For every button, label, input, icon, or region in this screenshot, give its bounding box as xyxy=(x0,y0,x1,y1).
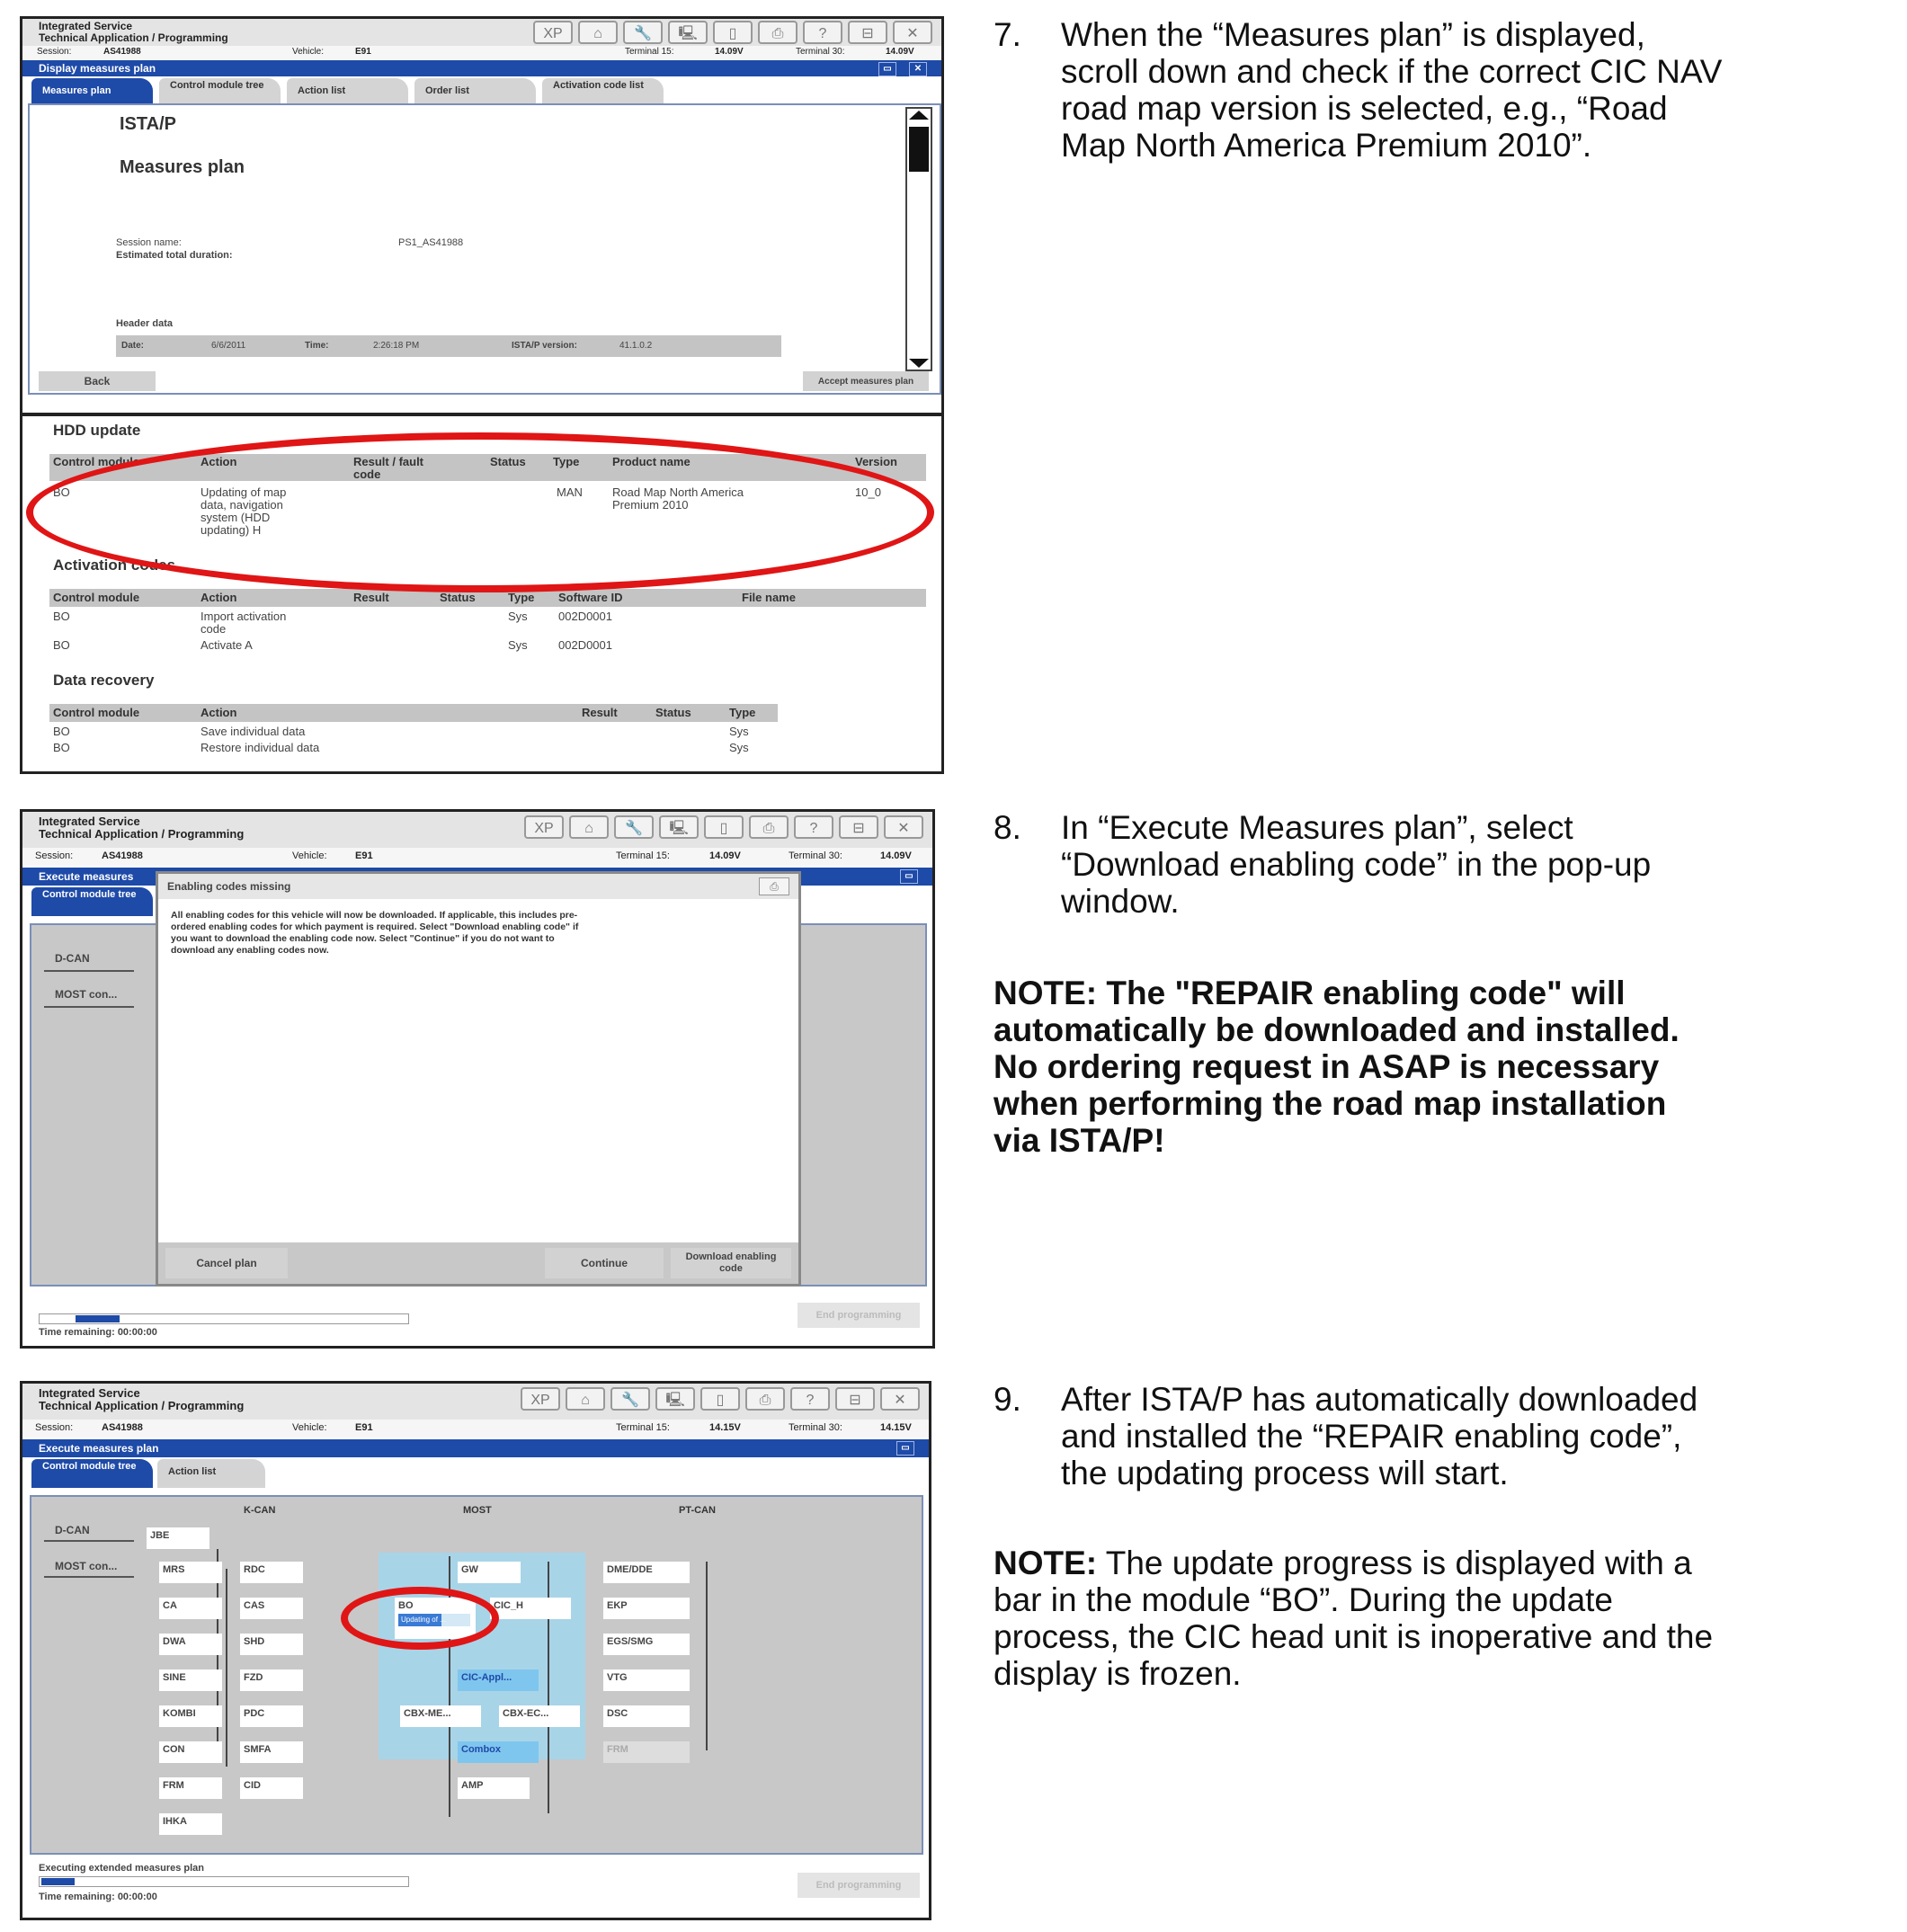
wrench-icon[interactable]: 🔧 xyxy=(610,1387,650,1411)
module-cid[interactable]: CID xyxy=(240,1777,303,1799)
print-icon[interactable]: ⎙ xyxy=(758,21,798,44)
terminal15-value: 14.09V xyxy=(715,47,744,57)
window-close-icon[interactable]: ✕ xyxy=(909,62,927,76)
tab-measures-plan[interactable]: Measures plan xyxy=(31,78,153,103)
end-programming-button[interactable]: End programming xyxy=(798,1303,920,1328)
session-info-bar: Session: AS41988 Vehicle: E91 Terminal 15: 14.09V Terminal 30: 14.09V xyxy=(22,848,932,866)
home-icon[interactable]: ⌂ xyxy=(566,1387,605,1411)
module-frm[interactable]: FRM xyxy=(159,1777,222,1799)
monitor-icon[interactable]: 🖳 xyxy=(655,1387,695,1411)
session-value: AS41988 xyxy=(103,47,141,57)
step-9-text: After ISTA/P has automatically downloaded and installed the “REPAIR enabling code”, the updating process will start. xyxy=(1061,1381,1698,1491)
module-cas[interactable]: CAS xyxy=(240,1598,303,1619)
close-icon[interactable]: ✕ xyxy=(884,815,923,839)
time-label: Time: xyxy=(305,341,329,351)
toolbar xyxy=(524,815,923,839)
date-label: Date: xyxy=(121,341,145,351)
module-bo-label: BO xyxy=(398,1600,414,1611)
tab-action-list[interactable]: Action list xyxy=(287,78,408,103)
tab-activation-code-list[interactable]: Activation code list xyxy=(542,78,664,103)
toolbar xyxy=(521,1387,920,1411)
window-title-bar xyxy=(22,60,941,76)
blank-icon[interactable]: ▯ xyxy=(700,1387,740,1411)
blank-icon[interactable]: ▯ xyxy=(704,815,744,839)
measures-plan-panel xyxy=(28,103,941,395)
time-value: 2:26:18 PM xyxy=(373,341,420,351)
step-8-text: In “Execute Measures plan”, select “Download enabling code” in the pop-up window. xyxy=(1061,809,1652,920)
module-tree-panel xyxy=(30,1495,923,1855)
hdd-update-title: HDD update xyxy=(53,422,141,439)
screenshot-module-tree-updating xyxy=(20,1381,931,1920)
window-title: Display measures plan xyxy=(39,62,156,75)
page-app-title: ISTA/P xyxy=(120,114,176,134)
step-8-number: 8. xyxy=(994,809,1021,846)
tab-order-list[interactable]: Order list xyxy=(414,78,536,103)
module-ekp[interactable]: EKP xyxy=(603,1598,690,1619)
screenshot-measures-plan: Integrated Service Technical Application / Programming XP ⌂ 🔧 🖳 ▯ ⎙ ? ⊟ ✕ Session: AS41988 Vehicle: E91 Terminal 15: 14.09V Terminal 30: 14.09V Display measures plan ▭ ✕ Measures plan Control module tree Action list Order list Activation code list ISTA/P Measures plan Session name: PS1_AS41988 Estimated total duration: Header data Date: 6/6/2011 Time: 2:26:18 PM ISTA/P version: 41.1.0.2 Back Accept measures plan HDD update Control module Action Result / fault code Status Type Product name Version BO Updating of map data, navigation system (HDD updating) H MAN Road Map North America Premium 2010 10_0 Activation codes Control module Action Result Status Type Software ID File name BO Import activation code Sys 002D0001 BO Activate A Sys 002D0001 Data recovery Control module Action Result Status Type BO Save individual data Sys BO Restore individual data Sys xyxy=(20,16,944,774)
module-cic-appl[interactable]: CIC-Appl... xyxy=(458,1669,539,1691)
vehicle-value: E91 xyxy=(355,47,371,57)
time-remaining: Time remaining: 00:00:00 xyxy=(39,1327,157,1338)
xp-icon[interactable]: XP xyxy=(533,21,573,44)
wrench-icon[interactable]: 🔧 xyxy=(623,21,663,44)
module-egs-smg[interactable]: EGS/SMG xyxy=(603,1634,690,1655)
side-item-most[interactable]: MOST con... xyxy=(55,988,118,1001)
updating-label: Updating of ... xyxy=(401,1616,446,1624)
xp-icon[interactable]: XP xyxy=(521,1387,560,1411)
terminal30-value: 14.09V xyxy=(886,47,914,57)
app-titlebar xyxy=(22,812,932,848)
wrench-icon[interactable]: 🔧 xyxy=(614,815,654,839)
side-item-most[interactable]: MOST con... xyxy=(55,1560,118,1572)
module-dme-dde[interactable]: DME/DDE xyxy=(603,1562,690,1583)
hdd-product-name: Road Map North America Premium 2010 xyxy=(612,485,744,512)
restore-icon[interactable]: ▭ xyxy=(900,869,918,884)
module-vtg[interactable]: VTG xyxy=(603,1669,690,1691)
minimize-icon[interactable]: ⊟ xyxy=(835,1387,875,1411)
bus-label-k-can: K-CAN xyxy=(244,1505,276,1516)
most-bus-panel xyxy=(379,1553,585,1759)
tab-control-module-tree[interactable]: Control module tree xyxy=(31,887,153,916)
window-title-bar xyxy=(22,1439,929,1457)
step-7-number: 7. xyxy=(994,16,1021,53)
bus-label-pt-can: PT-CAN xyxy=(679,1505,716,1516)
app-title: Integrated Service Technical Application / Programming xyxy=(39,815,245,841)
popup-print-icon[interactable]: ⎙ xyxy=(759,877,789,895)
module-dsc[interactable]: DSC xyxy=(603,1705,690,1727)
app-titlebar xyxy=(22,1384,929,1420)
app-title: Integrated Service Technical Application / Programming xyxy=(39,1386,245,1412)
cancel-plan-button[interactable]: Cancel plan xyxy=(165,1248,288,1278)
recovery-table-header: Control module Action Result Status Type xyxy=(49,704,778,722)
tab-control-module-tree[interactable]: Control module tree xyxy=(159,78,281,103)
side-item-d-can[interactable]: D-CAN xyxy=(55,1524,90,1536)
module-cbx-ec[interactable]: CBX-EC... xyxy=(499,1705,580,1727)
continue-button[interactable]: Continue xyxy=(545,1248,664,1278)
activation-table-header: Control module Action Result Status Type Software ID File name xyxy=(49,589,926,607)
note-9 xyxy=(994,1545,1713,1692)
blank-icon[interactable]: ▯ xyxy=(713,21,753,44)
note-8: NOTE: The "REPAIR enabling code" will automatically be downloaded and installed. No ordering request in ASAP is necessary when performing the road map installation via ISTA/P! xyxy=(994,975,1680,1159)
session-name-label: Session name: xyxy=(116,237,182,248)
note-9-label: NOTE: xyxy=(994,1545,1098,1581)
status-text: Executing extended measures plan xyxy=(39,1863,205,1874)
accept-measures-plan-button[interactable]: Accept measures plan xyxy=(803,371,929,391)
print-icon[interactable]: ⎙ xyxy=(749,815,789,839)
terminal30-label: Terminal 30: xyxy=(796,47,845,57)
version-label: ISTA/P version: xyxy=(512,341,577,351)
window-title: Execute measures xyxy=(39,870,134,883)
scroll-thumb[interactable] xyxy=(909,127,929,172)
terminal15-label: Terminal 15: xyxy=(625,47,674,57)
module-cic-h[interactable]: CIC_H xyxy=(490,1598,571,1619)
divider xyxy=(22,413,941,416)
red-highlight-oval xyxy=(26,432,934,592)
module-mrs[interactable]: MRS xyxy=(159,1562,222,1583)
module-jbe[interactable]: JBE xyxy=(147,1527,209,1549)
window-title: Execute measures plan xyxy=(39,1442,159,1455)
help-icon[interactable]: ? xyxy=(803,21,842,44)
home-icon[interactable]: ⌂ xyxy=(578,21,618,44)
print-icon[interactable]: ⎙ xyxy=(745,1387,785,1411)
module-con[interactable]: CON xyxy=(159,1741,222,1763)
date-value: 6/6/2011 xyxy=(211,341,246,351)
header-data-label: Header data xyxy=(116,318,173,329)
red-highlight-oval xyxy=(341,1587,499,1650)
hdd-module: BO xyxy=(53,485,70,499)
toolbar xyxy=(533,21,932,44)
restore-icon[interactable]: ▭ xyxy=(878,62,896,76)
session-info-bar: Session: AS41988 Vehicle: E91 Terminal 15: 14.15V Terminal 30: 14.15V xyxy=(22,1420,929,1438)
hdd-version: 10_0 xyxy=(855,485,881,499)
minimize-icon[interactable]: ⊟ xyxy=(839,815,878,839)
page-title: Measures plan xyxy=(120,157,245,177)
minimize-icon[interactable]: ⊟ xyxy=(848,21,887,44)
side-item-d-can[interactable]: D-CAN xyxy=(55,952,90,965)
module-ca[interactable]: CA xyxy=(159,1598,222,1619)
home-icon[interactable]: ⌂ xyxy=(569,815,609,839)
hdd-type: MAN xyxy=(557,485,583,499)
screenshot-enabling-codes-popup xyxy=(20,809,935,1349)
module-rdc[interactable]: RDC xyxy=(240,1562,303,1583)
help-icon[interactable]: ? xyxy=(790,1387,830,1411)
progress-bar xyxy=(39,1876,409,1887)
xp-icon[interactable]: XP xyxy=(524,815,564,839)
popup-dialog xyxy=(156,871,801,1287)
popup-button-bar xyxy=(158,1242,798,1284)
download-enabling-code-button[interactable]: Download enabling code xyxy=(671,1248,791,1278)
module-dwa[interactable]: DWA xyxy=(159,1634,222,1655)
tab-control-module-tree[interactable]: Control module tree xyxy=(31,1459,153,1488)
scroll-down-icon[interactable] xyxy=(909,359,929,368)
session-info-bar xyxy=(22,46,941,60)
popup-titlebar xyxy=(158,874,798,899)
app-title: Integrated Service Technical Application / Programming xyxy=(39,20,228,44)
progress-fill xyxy=(41,1878,75,1885)
module-smfa[interactable]: SMFA xyxy=(240,1741,303,1763)
module-sine[interactable]: SINE xyxy=(159,1669,222,1691)
popup-message: All enabling codes for this vehicle will now be downloaded. If applicable, this includes pre- ordered enabling codes for which payment is required. Select "Download enabling code" if you want to download the enabling code now. Select "Continue" if you do not want to download any enabling codes now. xyxy=(171,910,579,956)
module-shd[interactable]: SHD xyxy=(240,1634,303,1655)
session-name-value: PS1_AS41988 xyxy=(398,237,464,248)
tab-bar xyxy=(31,78,941,105)
step-7-text: When the “Measures plan” is displayed, scroll down and check if the correct CIC NAV road map version is selected, e.g., “Road Map North America Premium 2010”. xyxy=(1061,16,1723,164)
module-fzd[interactable]: FZD xyxy=(240,1669,303,1691)
session-label: Session: xyxy=(37,47,72,57)
module-cbx-me[interactable]: CBX-ME... xyxy=(400,1705,481,1727)
step-9 xyxy=(994,1381,1893,1507)
popup-title: Enabling codes missing xyxy=(167,880,291,893)
progress-fill xyxy=(76,1315,120,1322)
close-icon[interactable]: ✕ xyxy=(893,21,932,44)
module-pdc[interactable]: PDC xyxy=(240,1705,303,1727)
version-value: 41.1.0.2 xyxy=(619,341,653,351)
step-7 xyxy=(994,16,1893,178)
help-icon[interactable]: ? xyxy=(794,815,833,839)
module-ihka[interactable]: IHKA xyxy=(159,1813,222,1835)
scroll-up-icon[interactable] xyxy=(909,111,929,120)
header-data-row xyxy=(116,335,781,357)
module-frm-pt[interactable]: FRM xyxy=(603,1741,690,1763)
back-button[interactable]: Back xyxy=(39,371,156,391)
module-kombi[interactable]: KOMBI xyxy=(159,1705,222,1727)
hdd-action: Updating of map data, navigation system (HDD updating) H xyxy=(201,485,287,537)
data-recovery-title: Data recovery xyxy=(53,672,155,689)
module-combox[interactable]: Combox xyxy=(458,1741,539,1763)
restore-icon[interactable]: ▭ xyxy=(896,1441,914,1456)
vehicle-label: Vehicle: xyxy=(292,47,325,57)
monitor-icon[interactable]: 🖳 xyxy=(659,815,699,839)
note-9-text: The update progress is displayed with a bar in the module “BO”. During the update process, the CIC head unit is inoperative and the display is frozen. xyxy=(994,1545,1714,1692)
bus-label-most: MOST xyxy=(463,1505,492,1516)
time-remaining: Time remaining: 00:00:00 xyxy=(39,1892,157,1902)
progress-bar xyxy=(39,1313,409,1324)
module-gw[interactable]: GW xyxy=(458,1562,521,1583)
hdd-table-header: Control module Action Result / fault code Status Type Product name Version xyxy=(49,454,926,481)
monitor-icon[interactable]: 🖳 xyxy=(668,21,708,44)
step-9-number: 9. xyxy=(994,1381,1021,1418)
activation-codes-title: Activation codes xyxy=(53,556,176,574)
tab-action-list[interactable]: Action list xyxy=(157,1459,265,1488)
step-8 xyxy=(994,809,1893,935)
tab-bar xyxy=(31,1459,929,1486)
module-amp[interactable]: AMP xyxy=(458,1777,530,1799)
end-programming-button[interactable]: End programming xyxy=(798,1873,920,1898)
scrollbar[interactable] xyxy=(905,107,932,371)
close-icon[interactable]: ✕ xyxy=(880,1387,920,1411)
estimated-duration-label: Estimated total duration: xyxy=(116,250,233,261)
app-titlebar xyxy=(22,19,941,46)
